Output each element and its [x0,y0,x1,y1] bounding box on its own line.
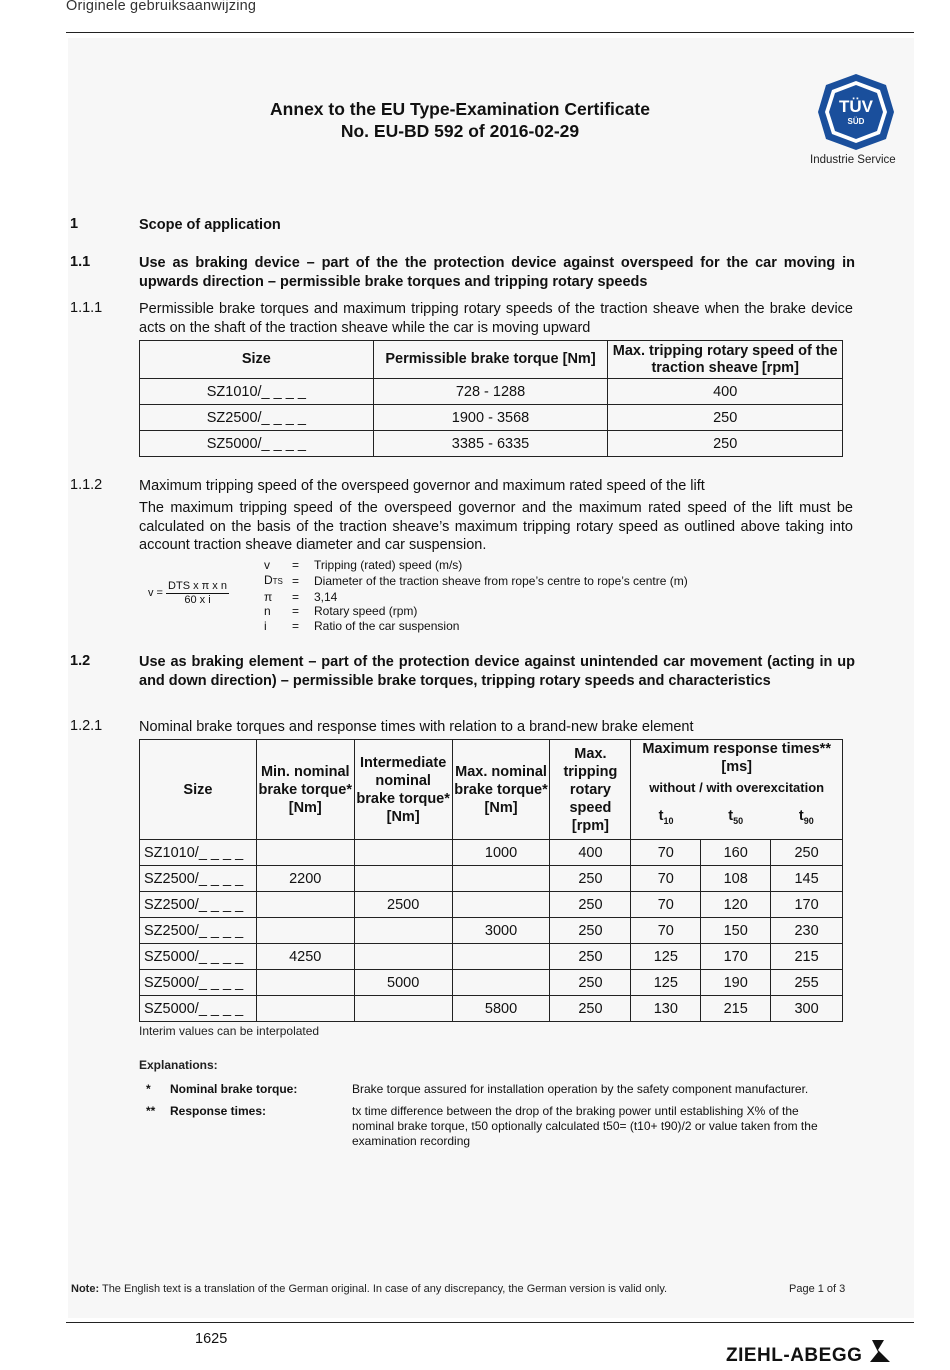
table-cell: 70 [631,866,701,892]
column-header: Size [140,740,257,840]
table-cell: 250 [550,970,631,996]
table-cell [452,892,550,918]
table-cell: SZ2500/_ _ _ _ [140,866,257,892]
section-1-2-title: Use as braking element – part of the protection device against unintended car movement (acting in up and down direction) – permissible brake torques, tripping rotary speeds and characteristics [139,654,855,689]
table-cell: 2200 [256,866,354,892]
table-cell: 250 [550,892,631,918]
response-times-subtitle: without / with overexcitation [649,780,825,795]
table-cell: 215 [771,944,843,970]
interim-note: Interim values can be interpolated [139,1024,320,1038]
table-cell: 1000 [452,840,550,866]
table-cell: SZ5000/_ _ _ _ [140,944,257,970]
table-cell: SZ5000/_ _ _ _ [140,996,257,1022]
table-cell: 400 [608,379,843,405]
column-header-t90: $t_{90}$ [771,797,843,840]
variable-symbol: v [264,558,270,572]
table-row [140,892,843,918]
explanation-text: Brake torque assured for installation operation by the safety component manufacturer. [352,1082,809,1096]
table-cell: 250 [608,431,843,457]
table-cell [354,866,452,892]
table-cell: 170 [771,892,843,918]
table-cell: SZ2500/_ _ _ _ [140,405,374,431]
explanation-term: Nominal brake torque: [170,1082,298,1096]
table-cell: 250 [550,944,631,970]
table-row [140,405,843,431]
column-header: Max. nominal brake torque* [Nm] [452,740,550,840]
table-cell: 255 [771,970,843,996]
table-row [140,996,843,1022]
table-cell: 125 [631,944,701,970]
section-1-number: 1 [70,216,79,232]
variable-definition: Tripping (rated) speed (m/s) [314,558,463,572]
formula-numerator: DTS x π x n [168,580,227,592]
section-1-1-1-text: Permissible brake torques and maximum tripping rotary speeds of the traction sheave when the brake device acts on the shaft of the traction sheave while the car is moving upward [139,301,853,336]
column-header: Intermediate nominal brake torque* [Nm] [354,740,452,840]
table-cell [452,866,550,892]
column-header: Size [140,341,374,379]
section-1-1-1-number: 1.1.1 [70,300,103,316]
variable-row [264,590,694,605]
table-row [140,379,843,405]
section-1-2-1-text: Nominal brake torques and response times with relation to a brand-new brake element [139,719,694,735]
document-title [170,98,750,142]
column-header-t10: $t_{10}$ [631,797,701,840]
logo-brand-text: TÜV [839,97,873,116]
tuv-sud-logo-icon [816,72,896,152]
table-cell: SZ1010/_ _ _ _ [140,379,374,405]
table-cell: 3385 - 6335 [373,431,608,457]
note-text: The English text is a translation of the German original. In case of any discrepancy, the German version is valid only. [101,1283,668,1295]
brand-arrow-icon [868,1338,892,1364]
section-1-1-number: 1.1 [70,254,91,270]
variable-symbol: DTS [264,572,283,587]
page-number: 1625 [195,1331,228,1347]
section-1-1-title: Use as braking device – part of the the protection device against overspeed for the car moving in upwards direction – permissible brake torques and tripping rotary speeds [139,255,855,290]
variable-symbol: π [264,589,273,604]
table-cell: SZ2500/_ _ _ _ [140,918,257,944]
table-cell: 150 [701,918,771,944]
formula-denominator: 60 x i [184,594,211,606]
table-cell: 250 [608,405,843,431]
table-header-row [140,740,843,798]
title-line2: No. EU-BD 592 of 2016-02-29 [340,121,580,141]
page-header: Originele gebruiksaanwijzing [66,0,257,14]
table-cell: 4250 [256,944,354,970]
note-label: Note: [71,1283,100,1295]
table-cell: 160 [701,840,771,866]
table-cell [354,840,452,866]
table-cell: 108 [701,866,771,892]
explanation-mark: ** [146,1104,156,1118]
explanation-item [146,1082,836,1104]
table-row [140,970,843,996]
table-cell: SZ1010/_ _ _ _ [140,840,257,866]
title-line1: Annex to the EU Type-Examination Certificate [270,99,650,119]
variable-row [264,558,694,573]
logo-caption: Industrie Service [810,154,896,166]
table-cell: 120 [701,892,771,918]
section-1-1-2-text: The maximum tripping speed of the overspeed governor and the maximum rated speed of the lift must be calculated on the basis of the traction sheave’s maximum tripping rotary speed as outlined above taking into account traction sheave diameter and car suspension. [139,500,853,553]
table-cell: 250 [550,996,631,1022]
table-cell: 70 [631,918,701,944]
table-cell: 125 [631,970,701,996]
variable-equals: = [292,573,300,588]
section-1-1-2-number: 1.1.2 [70,477,103,493]
response-times-header [631,740,843,798]
brand-name: ZIEHL-ABEGG [726,1345,863,1366]
table-cell: 300 [771,996,843,1022]
variable-definition: Ratio of the car suspension [314,619,460,634]
page-of-label: Page 1 of 3 [789,1283,846,1295]
header-rule [66,32,914,33]
table-row [140,866,843,892]
table-cell: 130 [631,996,701,1022]
table-cell [354,944,452,970]
formula-lhs: v = [148,586,163,599]
column-header: Permissible brake torque [Nm] [373,341,608,379]
table-cell [452,970,550,996]
table-cell: 70 [631,840,701,866]
translation-note [71,1283,667,1295]
table-cell [354,996,452,1022]
variable-row [264,573,694,590]
table-cell [354,918,452,944]
variable-definition: Rotary speed (rpm) [314,604,418,619]
variable-equals: = [292,558,300,572]
column-header: Max. tripping rotary speed [rpm] [550,740,631,840]
table-row [140,840,843,866]
section-1-1-2-title: Maximum tripping speed of the overspeed governor and maximum rated speed of the lift [139,478,705,494]
table-cell: 230 [771,918,843,944]
table-cell: 170 [701,944,771,970]
formula-variables [264,558,694,634]
table-cell: SZ2500/_ _ _ _ [140,892,257,918]
variable-symbol: i [264,619,267,634]
table-cell: 250 [550,866,631,892]
brand-logo [726,1338,892,1367]
table-cell: 145 [771,866,843,892]
table-cell: SZ5000/_ _ _ _ [140,431,374,457]
table-cell: 400 [550,840,631,866]
table-row [140,944,843,970]
table-cell: 250 [550,918,631,944]
section-1-2-1-number: 1.2.1 [70,718,103,734]
formula-fraction [166,580,229,606]
speed-formula [148,580,229,606]
variable-symbol: n [264,604,271,619]
table-row [140,431,843,457]
column-header-t50: $t_{50}$ [701,797,771,840]
explanation-text: tx time difference between the drop of the braking power until establishing X% of the nominal brake torque, t50 optionally calculated t50= (t10+ t90)/2 or value taken from the examination recording [352,1104,818,1148]
footer-rule [66,1322,914,1323]
logo-sub-text: SÜD [847,117,865,126]
table-cell: 215 [701,996,771,1022]
table-cell: SZ5000/_ _ _ _ [140,970,257,996]
section-1-title: Scope of application [139,217,281,233]
table-cell: 250 [771,840,843,866]
variable-definition: Diameter of the traction sheave from rope’s centre to rope’s centre (m) [314,573,688,588]
table-cell: 70 [631,892,701,918]
tuv-sud-logo [810,72,900,166]
response-times-title: Maximum response times** [ms] [642,741,831,775]
table-cell [256,996,354,1022]
table-cell: 5800 [452,996,550,1022]
variable-row [264,604,694,619]
section-1-2-number: 1.2 [70,653,91,669]
table-cell: 1900 - 3568 [373,405,608,431]
table-cell: 728 - 1288 [373,379,608,405]
table-cell: 5000 [354,970,452,996]
table-cell: 2500 [354,892,452,918]
table-cell: 190 [701,970,771,996]
explanation-term: Response times: [170,1104,267,1118]
table-header-row [140,341,843,379]
table-cell [256,970,354,996]
variable-row [264,619,694,634]
variable-equals: = [292,604,300,619]
column-header: Min. nominal brake torque* [Nm] [256,740,354,840]
explanations-heading: Explanations: [139,1058,218,1072]
explanation-mark: * [146,1082,151,1096]
brake-torque-table [139,340,843,457]
explanation-item [146,1104,836,1156]
response-time-table [139,739,843,1022]
table-cell [256,918,354,944]
explanations-list [146,1082,836,1156]
table-cell: 3000 [452,918,550,944]
table-cell [452,944,550,970]
variable-definition: 3,14 [314,589,338,604]
variable-equals: = [292,589,300,604]
table-cell [256,840,354,866]
table-row [140,918,843,944]
variable-equals: = [292,619,300,634]
column-header: Max. tripping rotary speed of the traction sheave [rpm] [608,341,843,379]
table-cell [256,892,354,918]
